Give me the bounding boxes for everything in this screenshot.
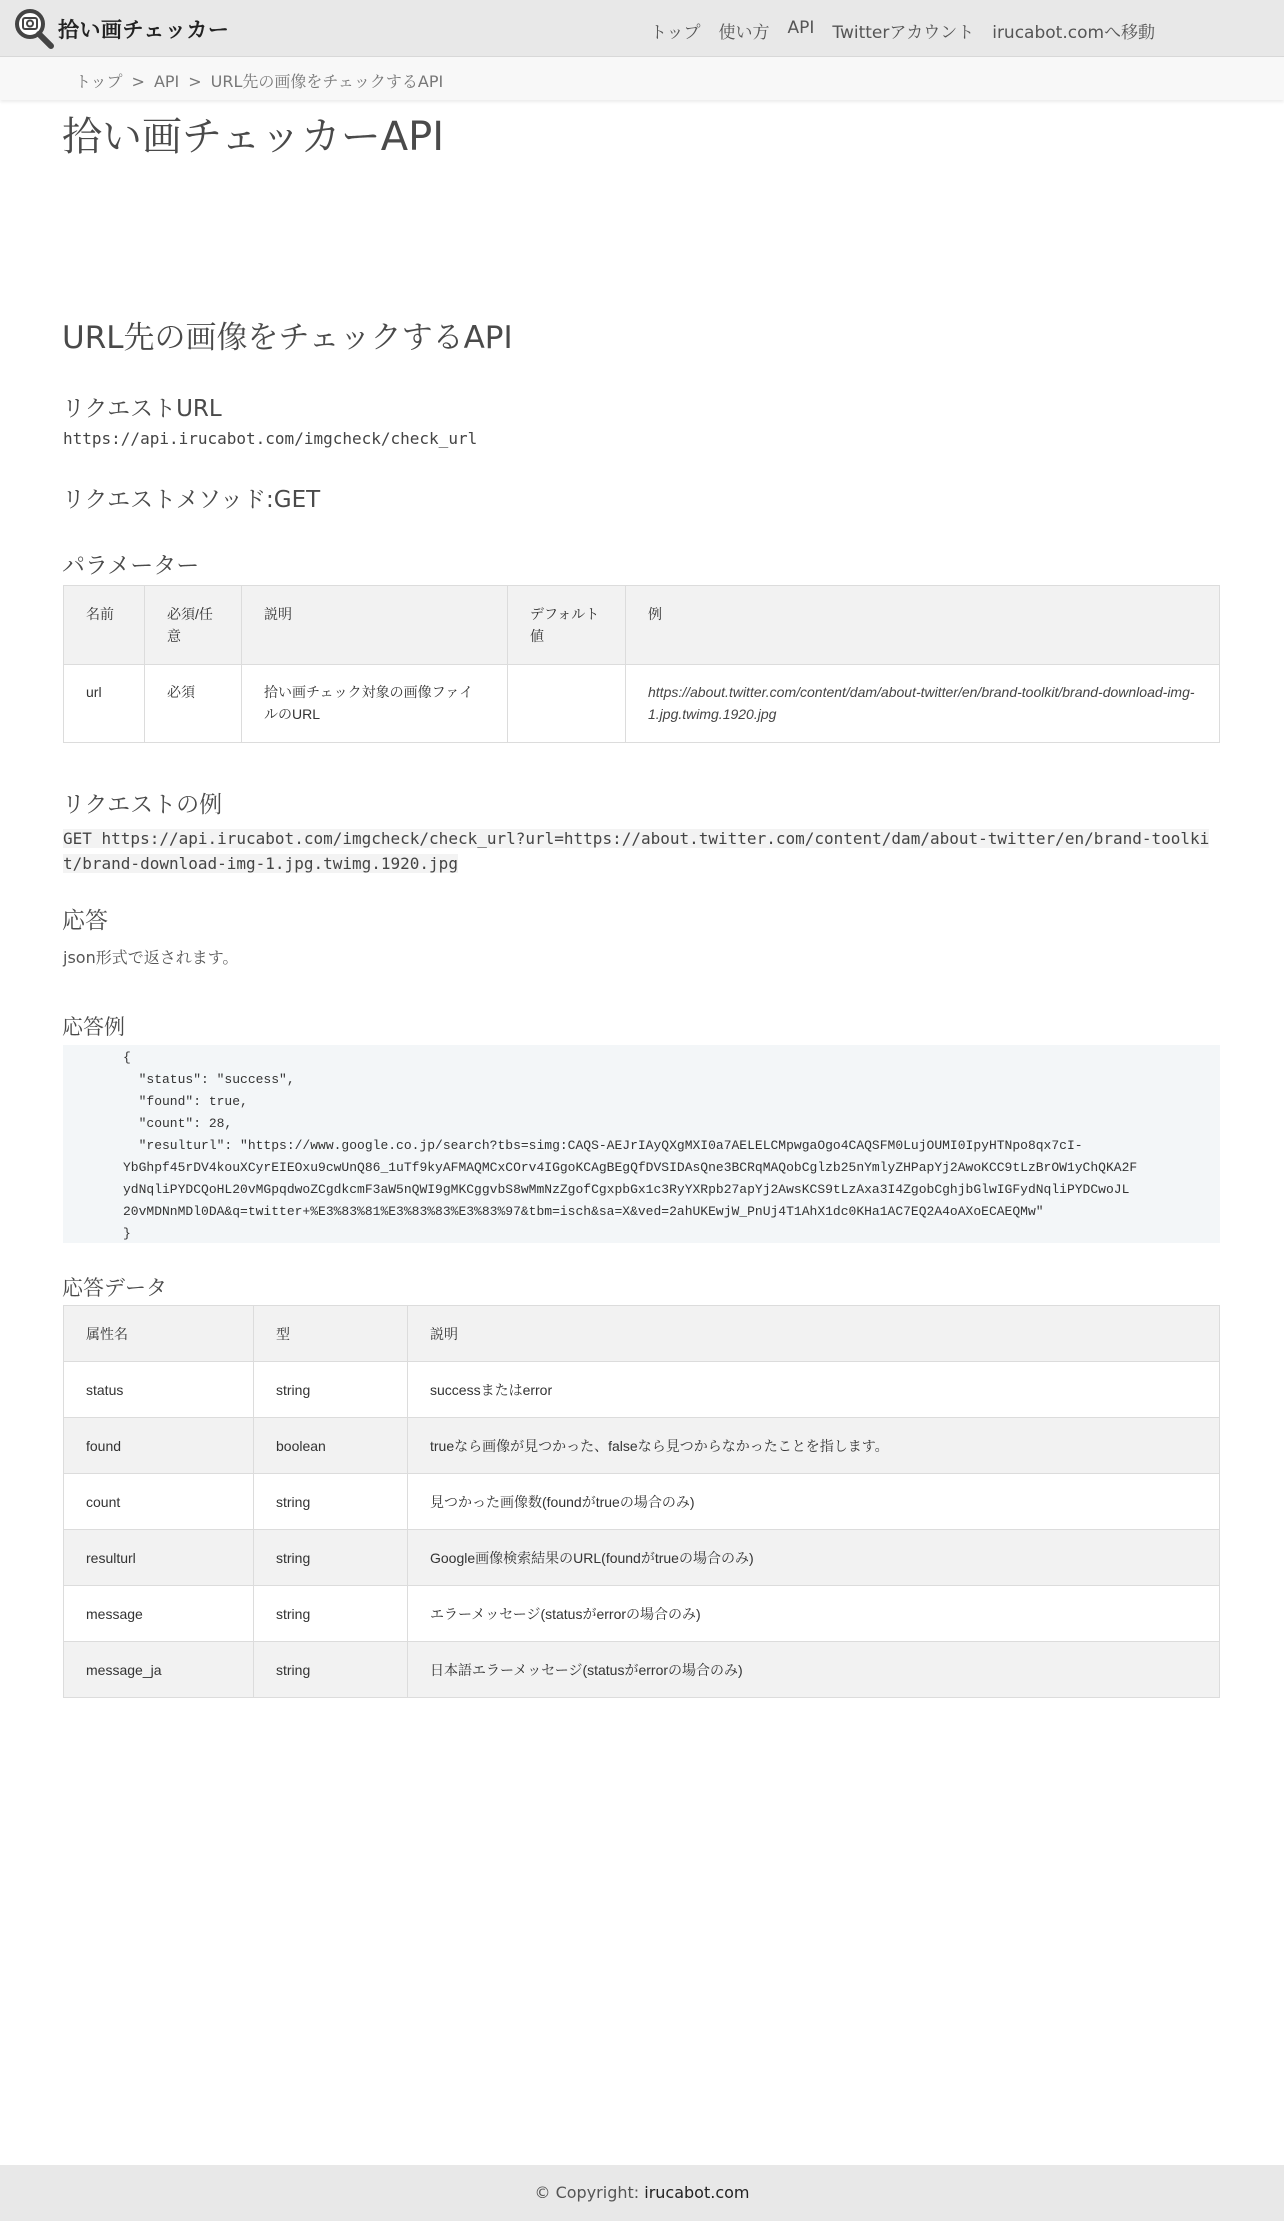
footer-irucabot-link[interactable]: irucabot.com — [644, 2183, 750, 2202]
request-example-heading: リクエストの例 — [62, 792, 223, 818]
breadcrumb-current: URL先の画像をチェックするAPI — [210, 72, 444, 91]
table-header-row — [64, 1306, 1220, 1362]
breadcrumb-separator: > — [131, 72, 145, 91]
table-header-row — [64, 586, 1220, 665]
params-heading: パラメーター — [62, 553, 200, 579]
table-cell: 拾い画チェック対象の画像ファイルのURL — [242, 665, 508, 743]
table-cell — [508, 665, 626, 743]
response-text: json形式で返されます。 — [63, 948, 239, 967]
table-cell: message — [64, 1586, 254, 1642]
column-header: 例 — [626, 586, 1220, 665]
table-cell: string — [254, 1586, 408, 1642]
top-navbar — [0, 0, 1284, 57]
nav-usage-link[interactable]: 使い方 — [718, 23, 770, 43]
table-cell: string — [254, 1642, 408, 1698]
breadcrumb-top[interactable]: トップ — [75, 72, 123, 91]
request-example-text: GET https://api.irucabot.com/imgcheck/check_url?url=https://about.twitter.com/content/dam/about-twitter/en/brand-toolkit/brand-download-img-1.jpg.twimg.1920.jpg — [63, 829, 1210, 873]
page-title: 拾い画チェッカーAPI — [62, 114, 445, 160]
column-header: デフォルト値 — [508, 586, 626, 665]
column-header: 属性名 — [64, 1306, 254, 1362]
breadcrumb — [75, 69, 443, 92]
table-row — [64, 1642, 1220, 1698]
table-cell: 必須 — [145, 665, 242, 743]
table-row — [64, 1586, 1220, 1642]
main-nav — [650, 18, 1173, 43]
magnifier-logo-icon — [12, 7, 56, 51]
column-header: 型 — [254, 1306, 408, 1362]
table-cell: found — [64, 1418, 254, 1474]
table-cell: Google画像検索結果のURL(foundがtrueの場合のみ) — [408, 1530, 1220, 1586]
table-row — [64, 665, 1220, 743]
params-table — [63, 585, 1220, 743]
response-data-heading: 応答データ — [62, 1276, 167, 1300]
site-logo[interactable] — [12, 9, 229, 49]
copyright-text: © Copyright: — [534, 2183, 645, 2202]
table-cell: successまたはerror — [408, 1362, 1220, 1418]
table-cell: string — [254, 1474, 408, 1530]
section-title: URL先の画像をチェックするAPI — [62, 320, 513, 356]
logo-text: 拾い画チェッカー — [58, 18, 230, 42]
table-cell: count — [64, 1474, 254, 1530]
table-cell: url — [64, 665, 145, 743]
table-cell: 日本語エラーメッセージ(statusがerrorの場合のみ) — [408, 1642, 1220, 1698]
column-header: 名前 — [64, 586, 145, 665]
table-cell: 見つかった画像数(foundがtrueの場合のみ) — [408, 1474, 1220, 1530]
breadcrumb-bar — [0, 57, 1284, 100]
request-example — [63, 826, 1218, 876]
request-url-heading: リクエストURL — [62, 396, 222, 422]
table-cell: boolean — [254, 1418, 408, 1474]
table-cell: string — [254, 1362, 408, 1418]
column-header: 説明 — [408, 1306, 1220, 1362]
response-data-table — [63, 1305, 1220, 1698]
response-example-code: { "status": "success", "found": true, "count": 28, "resulturl": "https://www.google.co.jp/search?tbs=simg:CAQS-AEJrIAyQXgMXI0a7AELELCMpwgaOgo4CAQSFM0LujOUMI0IpyHTNpo8qx7cI- YbGhpf45rDV4kouXCyrEIEOxu9cwUnQ86_1uTf9kyAFMAQMCxCOrv4IGgoKCAgBEgQfDVSIDAsQne3BCRqMAQobCglzb25nYmlyZHPapYj2AwoKCC9tLzBrOW1yChQKA2F ydNqliPYDCQoHL20vMGpqdwoZCgdkcmF3aW5nQWI9gMKCggvbS8wMmNzZgofCgxpbGx1c3RyYXRpb27apYj2AwsKCS9tLzAxa3I4ZgobCghjbGlwIGFydNqliPYDCwoJL 20vMDNnMDl0DA&q=twitter+%E3%83%81%E3%83%83%E3%83%97&tbm=isch&sa=X&ved=2ahUKEwjW_PnUj4T1AhX1dc0KHa1AC7EQ2A4oAXoECAEQMw" } — [63, 1045, 1220, 1243]
table-row — [64, 1362, 1220, 1418]
table-cell: エラーメッセージ(statusがerrorの場合のみ) — [408, 1586, 1220, 1642]
column-header: 必須/任意 — [145, 586, 242, 665]
footer — [0, 2165, 1284, 2221]
table-cell: status — [64, 1362, 254, 1418]
table-cell: string — [254, 1530, 408, 1586]
table-row — [64, 1530, 1220, 1586]
request-method-heading: リクエストメソッド:GET — [62, 487, 321, 513]
table-row — [64, 1418, 1220, 1474]
nav-api-link[interactable]: API — [787, 18, 815, 38]
table-cell: resulturl — [64, 1530, 254, 1586]
response-heading: 応答 — [62, 908, 108, 934]
table-row — [64, 1474, 1220, 1530]
response-example-heading: 応答例 — [62, 1015, 125, 1039]
breadcrumb-api[interactable]: API — [153, 72, 180, 91]
table-cell: message_ja — [64, 1642, 254, 1698]
nav-irucabot-link[interactable]: irucabot.comへ移動 — [992, 23, 1156, 43]
table-cell: https://about.twitter.com/content/dam/about-twitter/en/brand-toolkit/brand-download-img-1.jpg.twimg.1920.jpg — [626, 665, 1220, 743]
nav-top-link[interactable]: トップ — [650, 23, 701, 43]
breadcrumb-separator: > — [188, 72, 202, 91]
table-cell: trueなら画像が見つかった、falseなら見つからなかったことを指します。 — [408, 1418, 1220, 1474]
column-header: 説明 — [242, 586, 508, 665]
request-url: https://api.irucabot.com/imgcheck/check_url — [63, 429, 478, 448]
nav-twitter-link[interactable]: Twitterアカウント — [832, 23, 975, 43]
